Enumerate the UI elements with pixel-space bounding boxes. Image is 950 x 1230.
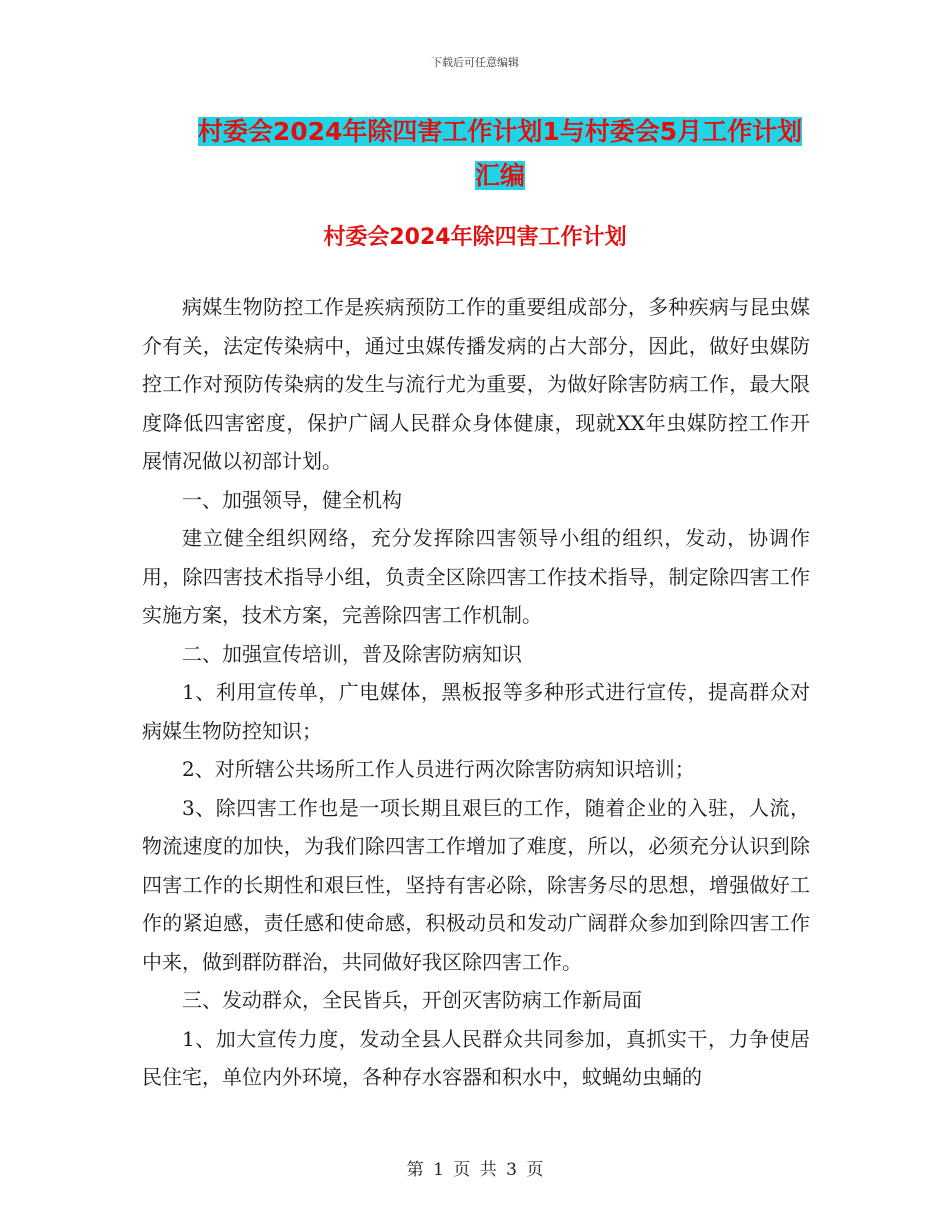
heading-section-2: 二、加强宣传培训，普及除害防病知识	[182, 641, 522, 666]
list-item-2-2: 2、对所辖公共场所工作人员进行两次除害防病知识培训；	[182, 757, 695, 781]
section-title: 村委会2024年除四害工作计划	[323, 225, 627, 250]
list-item-3-1: 1、加大宣传力度，发动全县人民群众共同参加，真抓实干，力争使居民住宅，单位内外环境，各种存水容器和积水中，蚊蝇幼虫蛹的	[142, 1026, 810, 1089]
list-item-2-1: 1、利用宣传单，广电媒体，黑板报等多种形式进行宣传，提高群众对病媒生物防控知识；	[142, 680, 810, 743]
header-note: 下载后可任意编辑	[431, 56, 519, 69]
main-title-text: 村委会2024年除四害工作计划1与村委会5月工作计划汇编	[197, 117, 803, 190]
heading-section-3: 三、发动群众，全民皆兵，开创灭害防病工作新局面	[182, 988, 642, 1012]
paragraph-section-1: 建立健全组织网络，充分发挥除四害领导小组的组织，发动，协调作用，除四害技术指导小组，负责全区除四害工作技术指导，制定除四害工作实施方案，技术方案，完善除四害工作机制。	[142, 526, 810, 627]
paragraph-intro: 病媒生物防控工作是疾病预防工作的重要组成部分，多种疾病与昆虫媒介有关，法定传染病中，通过虫媒传播发病的占大部分，因此，做好虫媒防控工作对预防传染病的发生与流行尤为重要，为做好除害防病工作，最大限度降低四害密度，保护广阔人民群众身体健康，现就XX年虫媒防控工作开展情况做以初部计划。	[142, 295, 810, 473]
list-item-2-3: 3、除四害工作也是一项长期且艰巨的工作，随着企业的入驻，人流，物流速度的加快，为我们除四害工作增加了难度，所以，必须充分认识到除四害工作的长期性和艰巨性，坚持有害必除，除害务尽的思想，增强做好工作的紧迫感，责任感和使命感，积极动员和发动广阔群众参加到除四害工作中来，做到群防群治，共同做好我区除四害工作。	[142, 795, 810, 974]
page-number: 第 1 页 共 3 页	[406, 1160, 544, 1180]
heading-section-1: 一、加强领导，健全机构	[182, 487, 402, 512]
main-title	[190, 110, 810, 198]
document-body	[142, 288, 810, 1097]
